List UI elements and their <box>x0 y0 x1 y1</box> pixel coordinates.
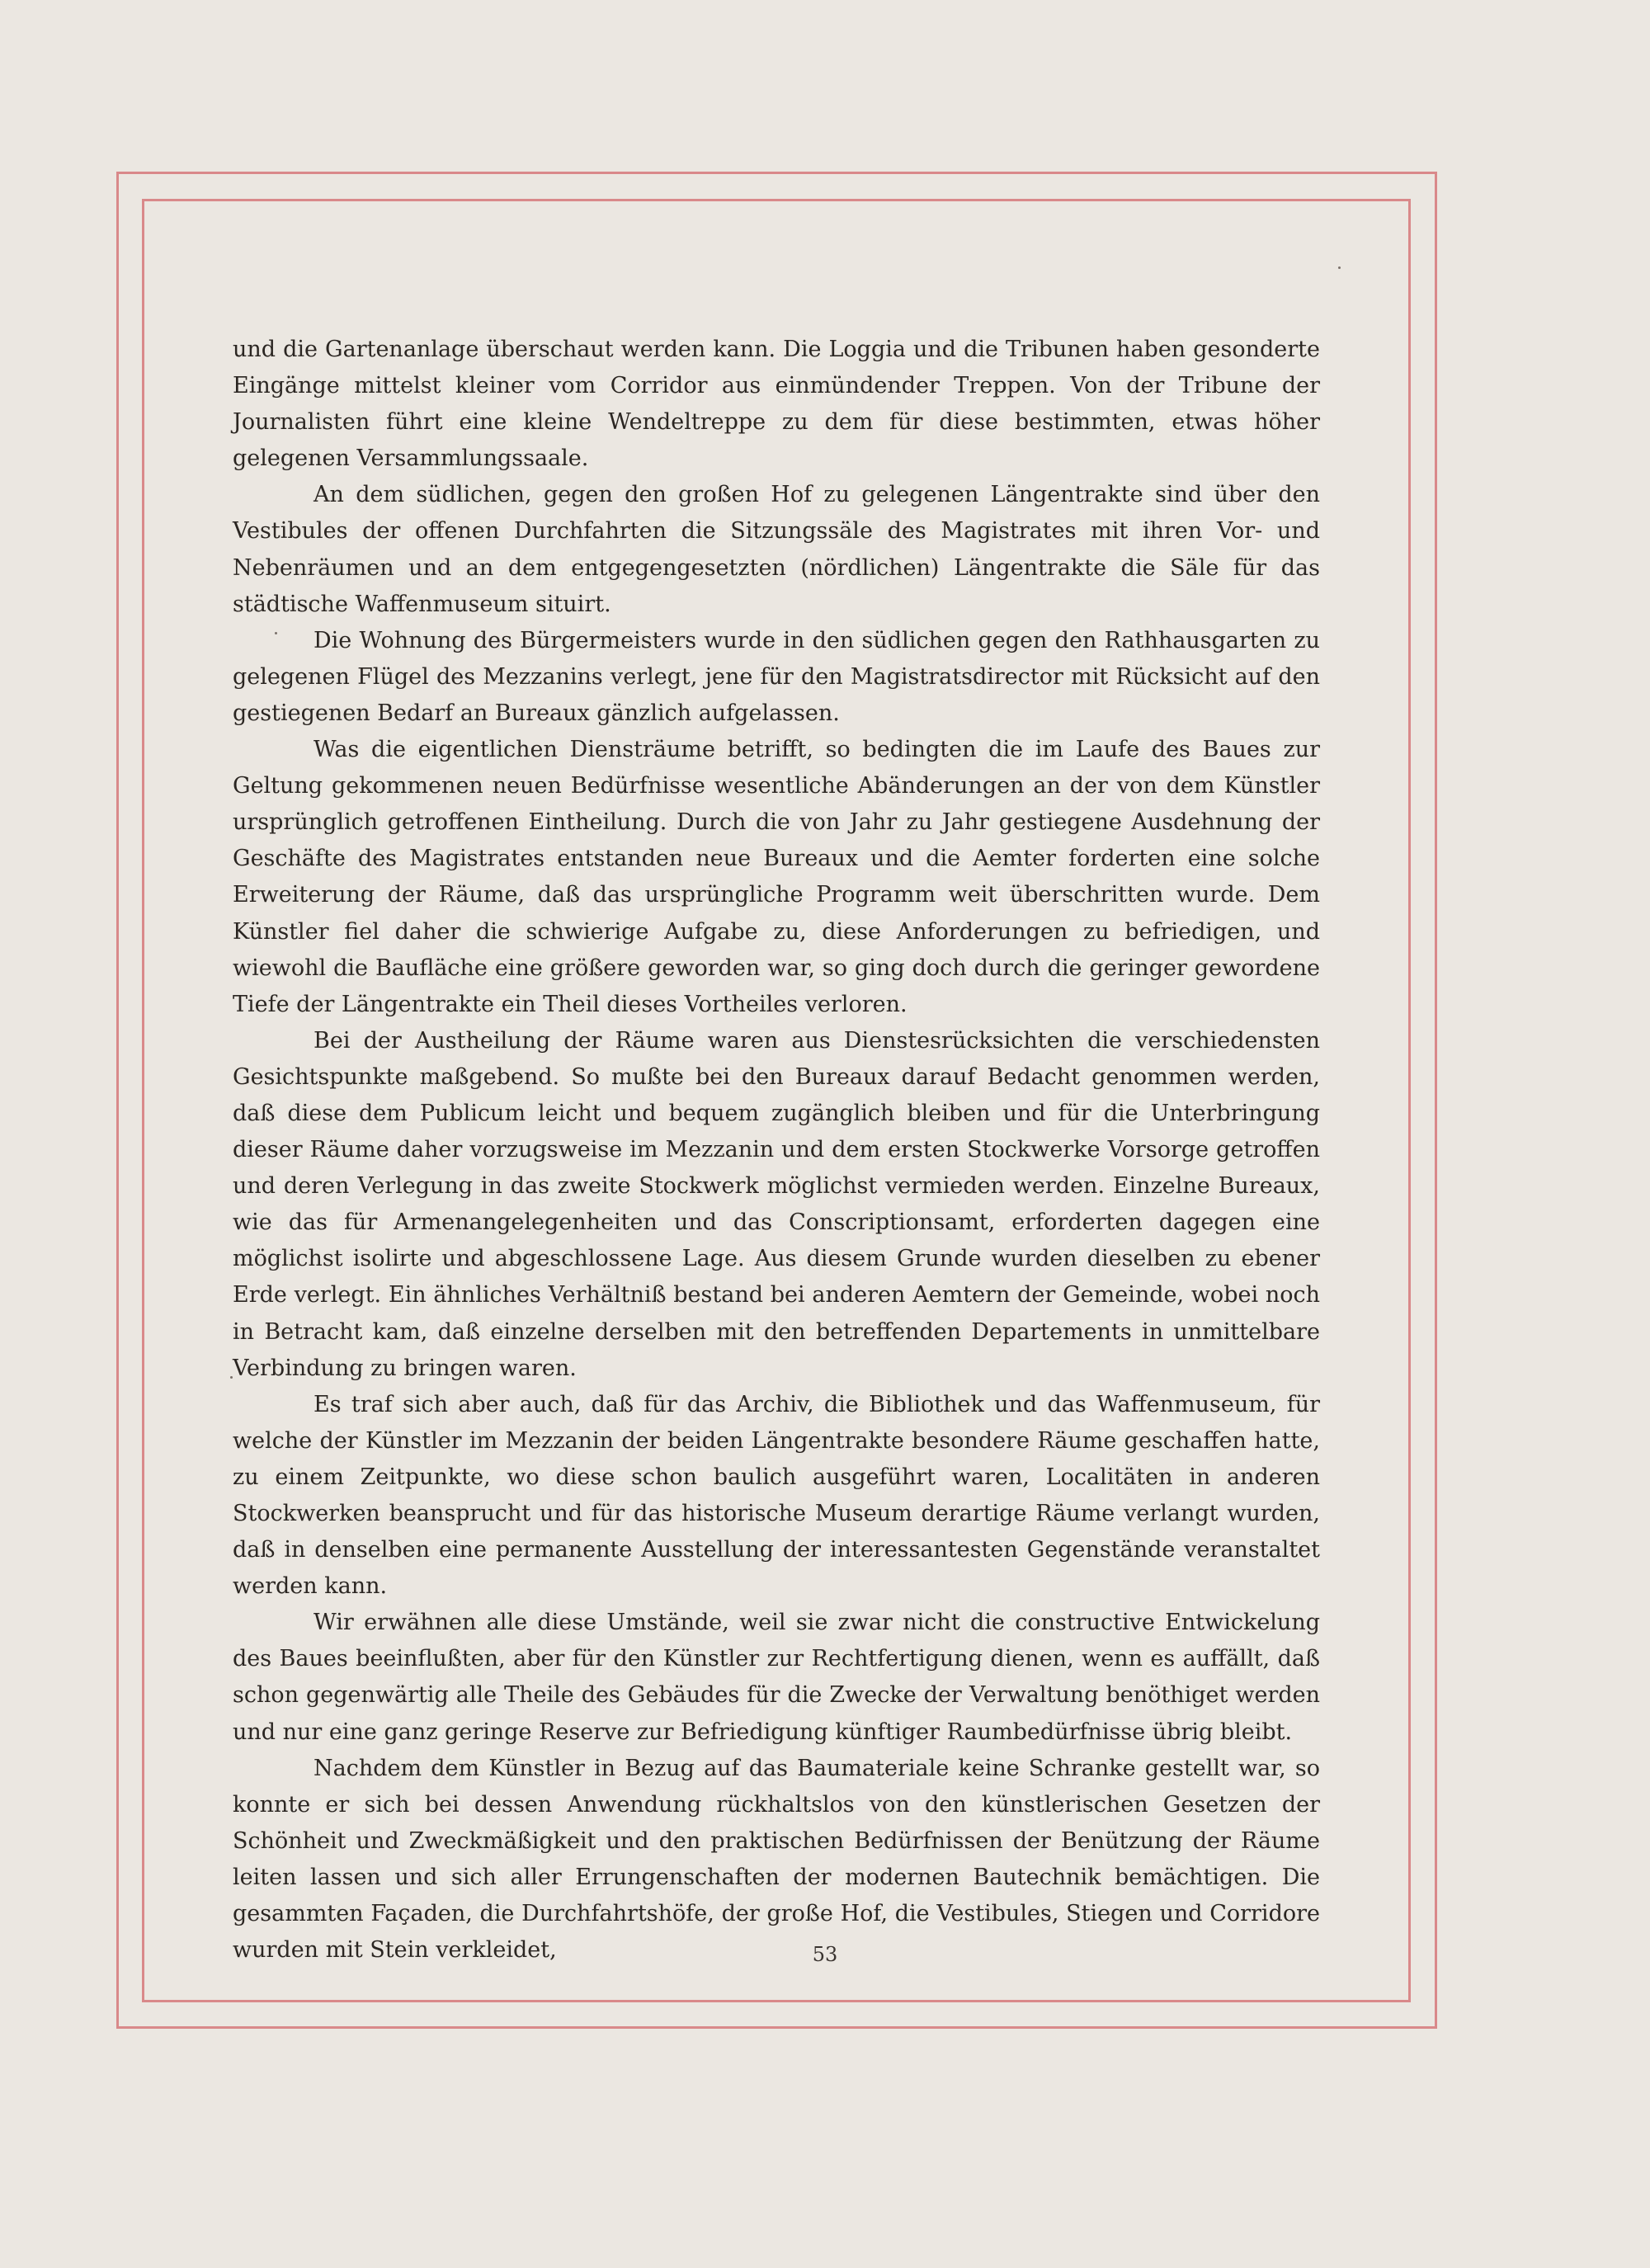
paragraph-3: Die Wohnung des Bürgermeisters wurde in den südlichen gegen den Rathhausgarten zu gelegenen Flügel des Mezzanins verlegt, jene für den Magistratsdirector mit Rücksicht auf den gestiegenen Bedarf an Bureaux gänzlich aufgelassen. <box>233 627 1320 726</box>
page-number: 53 <box>812 1943 838 1966</box>
paragraph-1: und die Gartenanlage überschaut werden kann. Die Loggia und die Tribunen haben gesonderte Eingänge mittelst kleiner vom Corridor aus einmündender Treppen. Von der Tribune der Journalisten führt eine kleine Wendeltreppe zu dem für diese bestimmten, etwas höher gelegenen Versammlungssaale. <box>233 337 1320 472</box>
paper-speck <box>230 1376 233 1379</box>
body-text <box>233 332 1320 1969</box>
paper-speck <box>275 632 277 634</box>
paragraph-7: Wir erwähnen alle diese Umstände, weil sie zwar nicht die constructive Entwickelung des Baues beeinflußten, aber für den Künstler zur Rechtfertigung dienen, wenn es auffällt, daß schon gegenwärtig alle Theile des Gebäudes für die Zwecke der Verwaltung benöthiget werden und nur eine ganz geringe Reserve zur Befriedigung künftiger Raumbedürfnisse übrig bleibt. <box>233 1610 1320 1745</box>
paragraph-8: Nachdem dem Künstler in Bezug auf das Baumateriale keine Schranke gestellt war, so konnte er sich bei dessen Anwendung rückhaltslos von den künstlerischen Gesetzen der Schönheit und Zweckmäßigkeit und den praktischen Bedürfnissen der Benützung der Räume leiten lassen und sich aller Errungenschaften der modernen Bautechnik bemächtigen. Die gesammten Façaden, die Durchfahrtshöfe, der große Hof, die Vestibules, Stiegen und Corridore wurden mit Stein verkleidet, <box>233 1755 1320 1964</box>
paper-speck <box>1338 266 1341 269</box>
paragraph-2: An dem südlichen, gegen den großen Hof zu gelegenen Längentrakte sind über den Vestibules der offenen Durchfahrten die Sitzungssäle des Magistrates mit ihren Vor- und Nebenräumen und an dem entgegengesetzten (nördlichen) Längentrakte die Säle für das städtische Waffenmuseum situirt. <box>233 482 1320 617</box>
paragraph-5: Bei der Austheilung der Räume waren aus Dienstesrücksichten die verschiedensten Gesichtspunkte maßgebend. So mußte bei den Bureaux darauf Bedacht genommen werden, daß diese dem Publicum leicht und bequem zugänglich bleiben und für die Unterbringung dieser Räume daher vorzugsweise im Mezzanin und dem ersten Stockwerke Vorsorge getroffen und deren Verlegung in das zweite Stockwerk möglichst vermieden werden. Einzelne Bureaux, wie das für Armenangelegenheiten und das Conscriptionsamt, erforderten dagegen eine möglichst isolirte und abgeschlossene Lage. Aus diesem Grunde wurden dieselben zu ebener Erde verlegt. Ein ähnliches Verhältniß bestand bei anderen Aemtern der Gemeinde, wobei noch in Betracht kam, daß einzelne derselben mit den betreffenden Departements in unmittelbare Verbindung zu bringen waren. <box>233 1027 1320 1381</box>
paragraph-6: Es traf sich aber auch, daß für das Archiv, die Bibliothek und das Waffenmuseum, für welche der Künstler im Mezzanin der beiden Längentrakte besondere Räume geschaffen hatte, zu einem Zeitpunkte, wo diese schon baulich ausgeführt waren, Localitäten in anderen Stockwerken beansprucht und für das historische Museum derartige Räume verlangt wurden, daß in denselben eine permanente Ausstellung der interessantesten Gegenstände veranstaltet werden kann. <box>233 1391 1320 1600</box>
paragraph-4: Was die eigentlichen Diensträume betrifft, so bedingten die im Laufe des Baues zur Geltung gekommenen neuen Bedürfnisse wesentliche Abänderungen an der von dem Künstler ursprünglich getroffenen Eintheilung. Durch die von Jahr zu Jahr gestiegene Ausdehnung der Geschäfte des Magistrates entstanden neue Bureaux und die Aemter forderten eine solche Erweiterung der Räume, daß das ursprüngliche Programm weit überschritten wurde. Dem Künstler fiel daher die schwierige Aufgabe zu, diese Anforderungen zu befriedigen, und wiewohl die Baufläche eine größere geworden war, so ging doch durch die geringer gewordene Tiefe der Längentrakte ein Theil dieses Vortheiles verloren. <box>233 737 1320 1017</box>
